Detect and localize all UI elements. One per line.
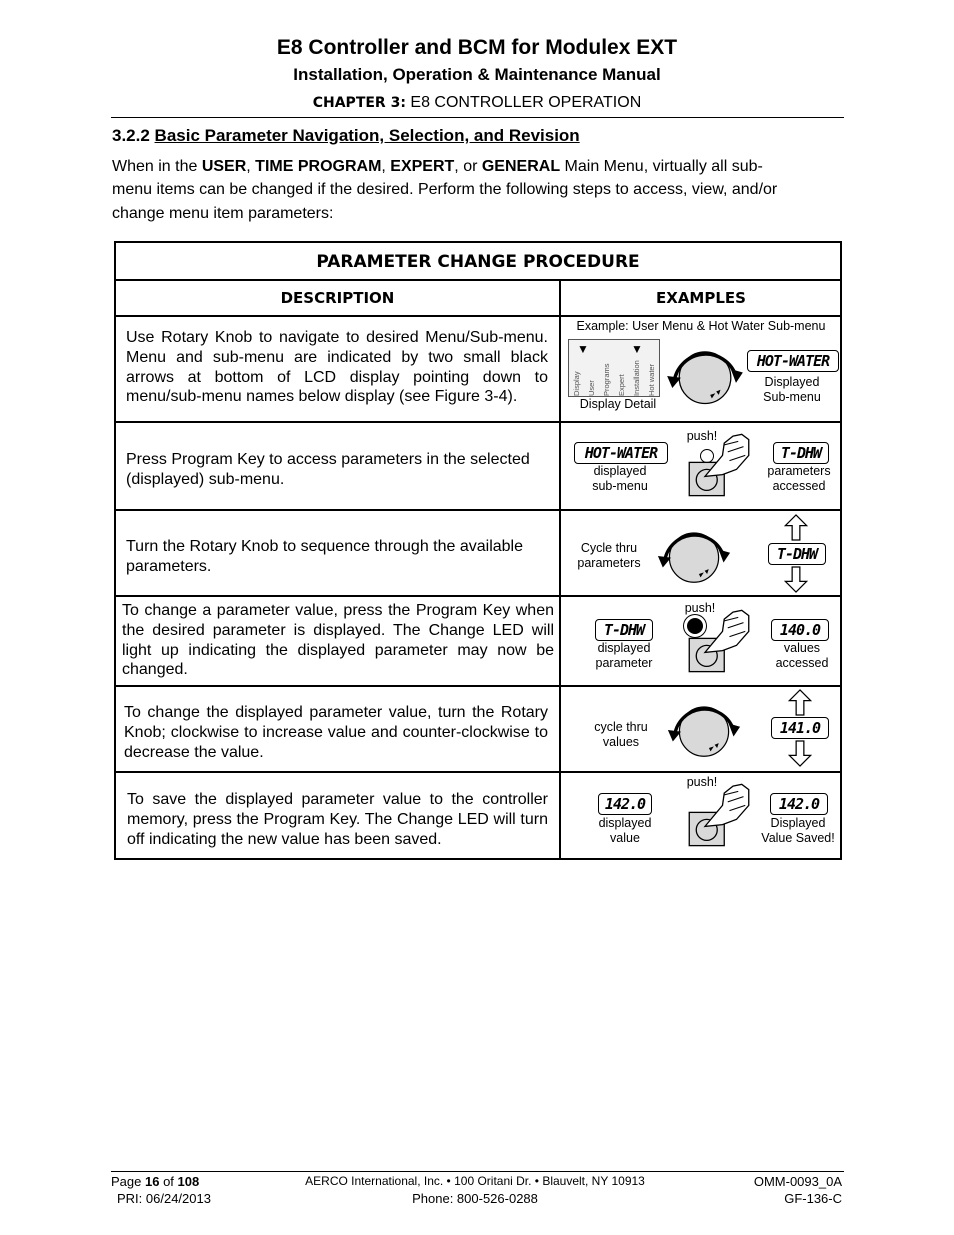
row-6-right-label — [756, 816, 840, 846]
label-line: Value Saved! — [761, 831, 835, 845]
label-line: accessed — [775, 656, 829, 670]
lcd-t-dhw: T-DHW — [768, 543, 826, 565]
label-line: sub-menu — [592, 479, 648, 493]
document-title: E8 Controller and BCM for Modulex EXT — [276, 36, 678, 59]
footer-text: of — [159, 1174, 178, 1189]
section-number: 3.2.2 — [112, 126, 150, 145]
lcd-t-dhw: T-DHW — [773, 442, 829, 464]
lcd-menu-item: Expert — [617, 374, 626, 396]
lcd-hot-water: HOT-WATER — [574, 442, 668, 464]
intro-text: When in the — [112, 158, 202, 175]
table-line — [116, 771, 840, 773]
rotary-knob-icon — [648, 515, 740, 597]
row-6-left-label — [580, 816, 670, 846]
rotary-knob-icon — [662, 333, 748, 419]
row-1-example-caption: Example: User Menu & Hot Water Sub-menu — [576, 319, 826, 333]
column-header-examples: EXAMPLES — [656, 289, 746, 307]
label-line: parameter — [595, 656, 653, 670]
rotary-knob-icon — [659, 689, 749, 771]
row-4-description: To change a parameter value, press the Program Key when the desired parameter is displayed. The Change LED will light up indicating the displayed parameter may now be changed. — [122, 602, 554, 679]
row-3-label — [571, 541, 647, 571]
intro-bold-general: GENERAL — [481, 158, 561, 175]
lcd-menu-item: Programs — [602, 363, 611, 396]
footer-rule — [111, 1171, 844, 1172]
footer-pri-date: PRI: 06/24/2013 — [117, 1191, 211, 1206]
section-title: Basic Parameter Navigation, Selection, and Revision — [154, 126, 580, 145]
row-6-description: To save the displayed parameter value to the controller memory, press the Program Key. The Change LED will turn off indicating the new value has been saved. — [127, 791, 548, 848]
lcd-menu-item: Installation — [632, 360, 641, 396]
pressing-hand-icon — [684, 775, 754, 855]
label-line: values — [602, 735, 640, 749]
push-label: push! — [684, 601, 716, 615]
row-2-right-label — [756, 464, 842, 494]
label-line: displayed — [593, 464, 647, 478]
pressing-hand-icon — [684, 601, 754, 681]
row-5-description: To change the displayed parameter value, turn the Rotary Knob; clockwise to increase value and counter-clockwise to decrease the value. — [124, 704, 548, 761]
lcd-arrow-down-icon: ▼ — [631, 342, 643, 356]
lcd-value: 140.0 — [771, 619, 829, 641]
lcd-menu-item: User — [587, 380, 596, 396]
footer-phone: Phone: 800-526-0288 — [412, 1191, 538, 1206]
table-line — [116, 685, 840, 687]
push-label: push! — [686, 429, 718, 443]
label-line: values — [783, 641, 821, 655]
label-line: parameters — [577, 556, 641, 570]
column-header-description: DESCRIPTION — [280, 289, 395, 307]
chapter-name: E8 CONTROLLER OPERATION — [410, 94, 642, 111]
footer-doc-id: OMM-0093_0A — [753, 1174, 842, 1189]
down-arrow-icon — [784, 566, 808, 593]
label-line: value — [610, 831, 640, 845]
lcd-value: 141.0 — [771, 717, 829, 739]
row-3-description: Turn the Rotary Knob to sequence through the available parameters. — [126, 538, 523, 575]
up-arrow-icon — [784, 514, 808, 541]
row-2-left-label — [572, 464, 668, 494]
lcd-menu-item: Hot water — [647, 363, 656, 396]
intro-paragraph — [112, 155, 842, 225]
table-line — [116, 315, 840, 317]
lcd-menu-names — [569, 356, 659, 396]
label-line: Cycle thru — [580, 541, 638, 555]
chapter-label: CHAPTER 3: — [312, 95, 406, 111]
row-4-left-label — [578, 641, 670, 671]
row-2-description: Press Program Key to access parameters in the selected (displayed) sub-menu. — [126, 451, 530, 488]
label-line: accessed — [772, 479, 826, 493]
label-line: Sub-menu — [763, 390, 821, 404]
down-arrow-icon — [788, 740, 812, 767]
intro-bold-expert: EXPERT — [390, 158, 455, 175]
label-line: Displayed — [764, 375, 820, 389]
intro-bold-time-program: TIME PROGRAM — [255, 158, 382, 175]
lcd-menu-item: Display — [572, 371, 581, 396]
document-subtitle: Installation, Operation & Maintenance Manual — [293, 65, 661, 84]
row-1-result-label — [746, 375, 838, 405]
label-line: cycle thru — [594, 720, 648, 734]
table-line — [116, 509, 840, 511]
row-5-label — [586, 720, 656, 750]
intro-text: Main Menu, virtually all sub- — [560, 158, 763, 175]
lcd-hot-water: HOT-WATER — [747, 350, 839, 372]
table-title: PARAMETER CHANGE PROCEDURE — [316, 252, 640, 272]
page-total: 108 — [177, 1174, 200, 1189]
label-line: displayed — [598, 816, 652, 830]
pressing-hand-icon — [684, 425, 754, 505]
label-line: displayed — [597, 641, 651, 655]
chapter-heading — [0, 94, 954, 112]
intro-line-3: change menu item parameters: — [112, 204, 334, 222]
table-line — [116, 279, 840, 281]
display-detail-label: Display Detail — [579, 397, 657, 411]
section-heading — [112, 126, 580, 146]
push-label: push! — [686, 775, 718, 789]
lcd-arrow-down-icon: ▼ — [577, 342, 589, 356]
up-arrow-icon — [788, 689, 812, 716]
label-line: Displayed — [770, 816, 826, 830]
lcd-value: 142.0 — [598, 793, 652, 815]
header-rule — [111, 117, 844, 118]
lcd-t-dhw: T-DHW — [595, 619, 653, 641]
intro-text: , — [381, 158, 391, 175]
row-4-right-label — [759, 641, 845, 671]
lcd-display-detail — [568, 339, 660, 397]
label-line: parameters — [767, 464, 831, 478]
intro-text: , — [246, 158, 256, 175]
row-1-description: Use Rotary Knob to navigate to desired Menu/Sub-menu. Menu and sub-menu are indicated by two small black arrows at bottom of LCD display pointing down to menu/sub-menu names below display (see Figure 3-4). — [126, 329, 548, 406]
intro-text: , or — [454, 158, 482, 175]
intro-bold-user: USER — [201, 158, 247, 175]
lcd-value: 142.0 — [770, 793, 828, 815]
footer-page — [111, 1174, 199, 1189]
footer-form-id: GF-136-C — [784, 1191, 842, 1206]
page-number: 16 — [144, 1174, 160, 1189]
footer-address: AERCO International, Inc. • 100 Oritani Dr. • Blauvelt, NY 10913 — [305, 1174, 645, 1188]
footer-text: Page — [111, 1174, 145, 1189]
parameter-change-table — [114, 241, 842, 860]
intro-line-2: menu items can be changed if the desired. Perform the following steps to access, view, and/or — [112, 181, 778, 199]
table-line — [116, 421, 840, 423]
